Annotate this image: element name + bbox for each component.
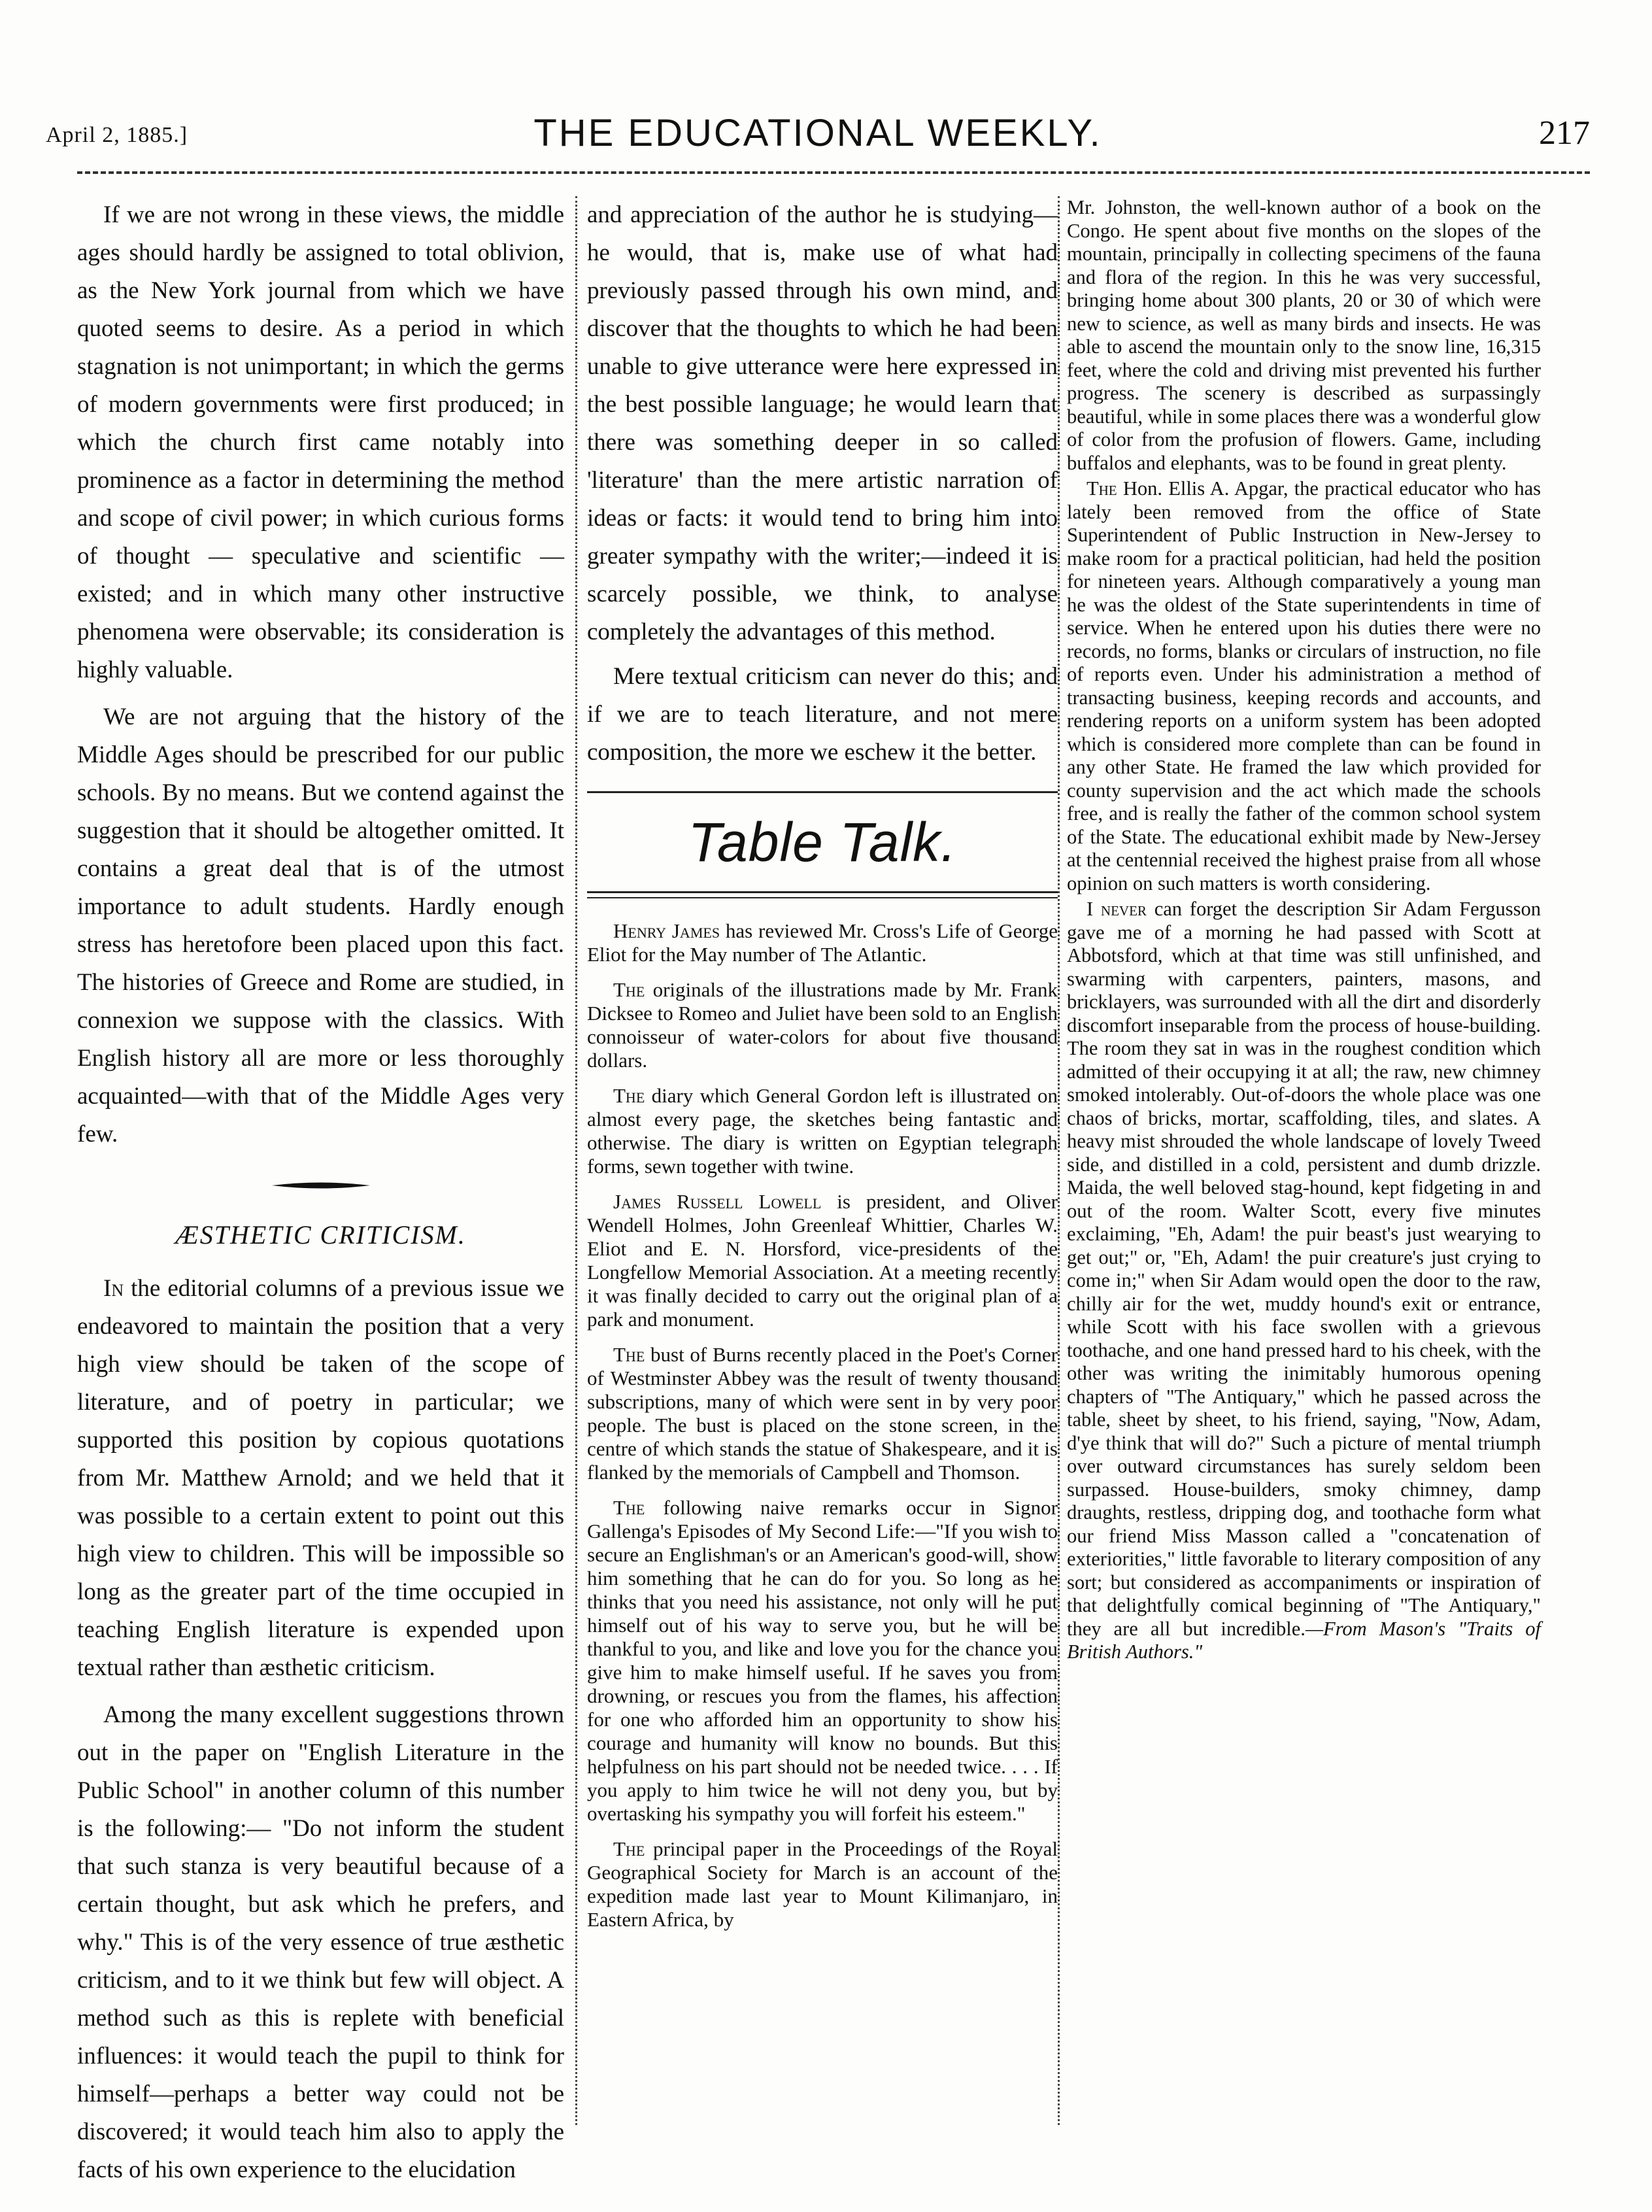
paragraph: Among the many excellent suggestions thrown out in the paper on "English Literature in the Public School" in another column of this number is the following:— "Do not inform the student that such stanza is very beautiful because of a certain thought, but ask which he prefers, and why." This is of the very essence of true æsthetic criticism, and to it we think but few will object. A method such as this is replete with beneficial influences: it would teach the pupil to think for himself—perhaps a better way could not be discovered; it would teach him also to apply the facts of his own experience to the elucidation xyxy=(77,1701,564,2183)
paragraph: In the editorial columns of a previous issue we endeavored to maintain the position that a very high view should be taken of the scope of literature, and of poetry in particular; we supported this position by copious quotations from Mr. Matthew Arnold; and we held that it was possible to a certain extent to point out this high view to children. This will be impossible so long as the greater part of the time occupied in teaching English literature is expended upon textual rather than æsthetic criticism. xyxy=(77,1275,564,1681)
heading-rule xyxy=(587,891,1058,893)
issue-date: April 2, 1885.] xyxy=(46,123,188,147)
column-divider xyxy=(575,196,577,2125)
section-title: ÆSTHETIC CRITICISM. xyxy=(175,1220,466,1250)
table-talk-item: The following naive remarks occur in Signor Gallenga's Episodes of My Second Life:—"If you wish to secure an Englishman's or an American's good-will, show him something that he can do for you. So long as he thinks that you need his assistance, not only will he put himself out of his way to serve you, but he will be thankful to you, and like and love you for the chance you give him to make himself useful. If he saves you from drowning, or rescues you from the flames, his affection for one who afforded him an opportunity to show his courage and humanity will know no bounds. But this helpfulness on his part should not be needed twice. . . . If you apply to him twice he will not deny you, but by overtasking his sympathy you will forfeit his esteem." xyxy=(587,1496,1058,1825)
column-divider xyxy=(1058,196,1060,2125)
paragraph: Mr. Johnston, the well-known author of a book on the Congo. He spent about five months on the slopes of the mountain, principally in collecting specimens of the fauna and flora of the region. In this he was very successful, bringing home about 300 plants, 20 or 30 of which were new to science, as well as many birds and insects. He was able to ascend the mountain only to the snow line, 16,315 feet, where the cold and driving mist prevented his further progress. The scenery is described as surpassingly beautiful, while in some places there was a wonderful glow of color from the profusion of flowers. Game, including buffalos and elephants, was to be found in great plenty. xyxy=(1067,196,1542,474)
column-2 xyxy=(587,196,1058,2125)
paragraph: If we are not wrong in these views, the middle ages should hardly be assigned to total oblivion, as the New York journal from which we have quoted seems to desire. As a period in which stagnation is not unimportant; in which the germs of modern governments were first produced; in which the church first came notably into prominence as a factor in determining the method and scope of civil power; in which curious forms of thought — speculative and scientific — existed; and in which many other instructive phenomena were observable; its consideration is highly valuable. xyxy=(77,201,564,683)
paragraph: We are not arguing that the history of the Middle Ages should be prescribed for our public schools. By no means. But we contend against the suggestion that it should be altogether omitted. It contains a great deal that is of the utmost importance to adult students. Hardly enough stress has heretofore been placed upon this fact. The histories of Greece and Rome are studied, in connexion we suppose with the classics. With English history all are more or less thoroughly acquainted—with that of the Middle Ages very few. xyxy=(77,704,564,1148)
table-talk-item: The originals of the illustrations made by Mr. Frank Dicksee to Romeo and Juliet have been sold to an English connoisseur of water-colors for about five thousand dollars. xyxy=(587,978,1058,1072)
page-header xyxy=(46,111,1590,163)
table-talk-heading xyxy=(587,791,1058,898)
header-rule xyxy=(77,171,1590,174)
lead-word: In xyxy=(103,1275,124,1302)
table-talk-items xyxy=(587,919,1058,1931)
table-talk-item: The principal paper in the Proceedings of the Royal Geographical Society for March is an account of the expedition made last year to Mount Kilimanjaro, in Eastern Africa, by xyxy=(587,1837,1058,1931)
paragraph: The Hon. Ellis A. Apgar, the practical educator who has lately been removed from the office of State Superintendent of Public Instruction in New-Jersey to make room for a practical politician, had held the position for nineteen years. Although comparatively a young man he was the oldest of the State superintendents in time of service. When he entered upon his duties there were no records, no forms, blanks or circulars of instruction, no file of reports even. Under his administration a method of transacting business, keeping records and accounts, and rendering reports on a uniform system has been adopted which is considered more complete than can be found in any other State. He framed the law which provided for county supervision and the act which made the schools free, and is really the father of the common school system of the State. The educational exhibit made by New-Jersey at the centennial received the highest praise from all whose opinion on such matters is worth considering. xyxy=(1067,477,1541,894)
heading-rule xyxy=(587,897,1058,898)
table-talk-item: The bust of Burns recently placed in the Poet's Corner of Westminster Abbey was the result of twenty thousand subscriptions, many of which were sent in by very poor people. The bust is placed on the stone screen, in the centre of which stands the statue of Shakespeare, and it is flanked by the memorials of Campbell and Thomson. xyxy=(587,1343,1058,1484)
table-talk-item: James Russell Lowell is president, and Oliver Wendell Holmes, John Greenleaf Whittier, Charles W. Eliot and E. N. Horsford, vice-presidents of the Longfellow Memorial Association. At a meeting recently it was finally decided to carry out the original plan of a park and monument. xyxy=(587,1190,1058,1331)
table-talk-item: Henry James has reviewed Mr. Cross's Life of George Eliot for the May number of The Atlantic. xyxy=(587,919,1058,966)
page-number: 217 xyxy=(1539,114,1590,152)
column-1 xyxy=(77,196,564,2183)
section-ornament xyxy=(77,1181,564,1190)
publication-title: THE EDUCATIONAL WEEKLY. xyxy=(533,112,1102,154)
section-title: Table Talk. xyxy=(688,811,957,873)
source-attribution: —From Mason's "Traits of British Authors." xyxy=(1067,1617,1541,1663)
paragraph: Mere textual criticism can never do this; and if we are to teach literature, and not mere composition, the more we eschew it the better. xyxy=(587,663,1058,766)
table-talk-item: The diary which General Gordon left is illustrated on almost every page, the sketches being fantastic and otherwise. The diary is written on Egyptian telegraph forms, sewn together with twine. xyxy=(587,1084,1058,1178)
column-3 xyxy=(1067,196,1541,2125)
paragraph: and appreciation of the author he is studying—he would, that is, make use of what had previously passed through his own mind, and discover that the thoughts to which he had been unable to give utterance were here expressed in the best possible language; he would learn that there was something deeper in so called 'literature' than the mere artistic narration of ideas or facts: it would tend to bring him into greater sympathy with the writer;—indeed it is scarcely possible, we think, to analyse completely the advantages of this method. xyxy=(587,201,1058,645)
paragraph: I never can forget the description Sir Adam Fergusson gave me of a morning he had passed with Scott at Abbotsford, which at that time was still unfinished, and swarming with carpenters, painters, masons, and bricklayers, was surrounded with all the dirt and disorderly discomfort inseparable from the process of house-building. The room they sat in was in the roughest condition which admitted of their occupying it at all; the raw, new chimney smoked intolerably. Out-of-doors the whole place was one chaos of bricks, mortar, scaffolding, tiles, and slates. A heavy mist shrouded the whole landscape of lovely Tweed side, and distilled in a cold, persistent and dumb drizzle. Maida, the well beloved stag-hound, kept fidgeting in and out of the room. Walter Scott, every five minutes exclaiming, "Eh, Adam! the puir beast's just wearying to get out;" or, "Eh, Adam! the puir creature's just crying to come in;" when Sir Adam would open the door to the raw, chilly air for the wet, muddy hound's exit or entrance, while Scott with his face swollen with a grievous toothache, and one hand pressed hard to his cheek, with the other was writing the inimitably humorous opening chapters of "The Antiquary," which he passed across the table, sheet by sheet, to his friend, saying, "Now, Adam, d'ye think that will do?" Such a picture of mental triumph over outward circumstances has surely seldom been surpassed. House-builders, smoky chimney, damp draughts, restless, dripping dog, and toothache form what our friend Miss Masson called a "concatenation of exteriorities," little favorable to literary composition of any sort; but considered as accompaniments or inspiration of that delightfully comical beginning of "The Antiquary," they are all but incredible.—From Mason's "Traits of British Authors." xyxy=(1067,898,1542,1663)
